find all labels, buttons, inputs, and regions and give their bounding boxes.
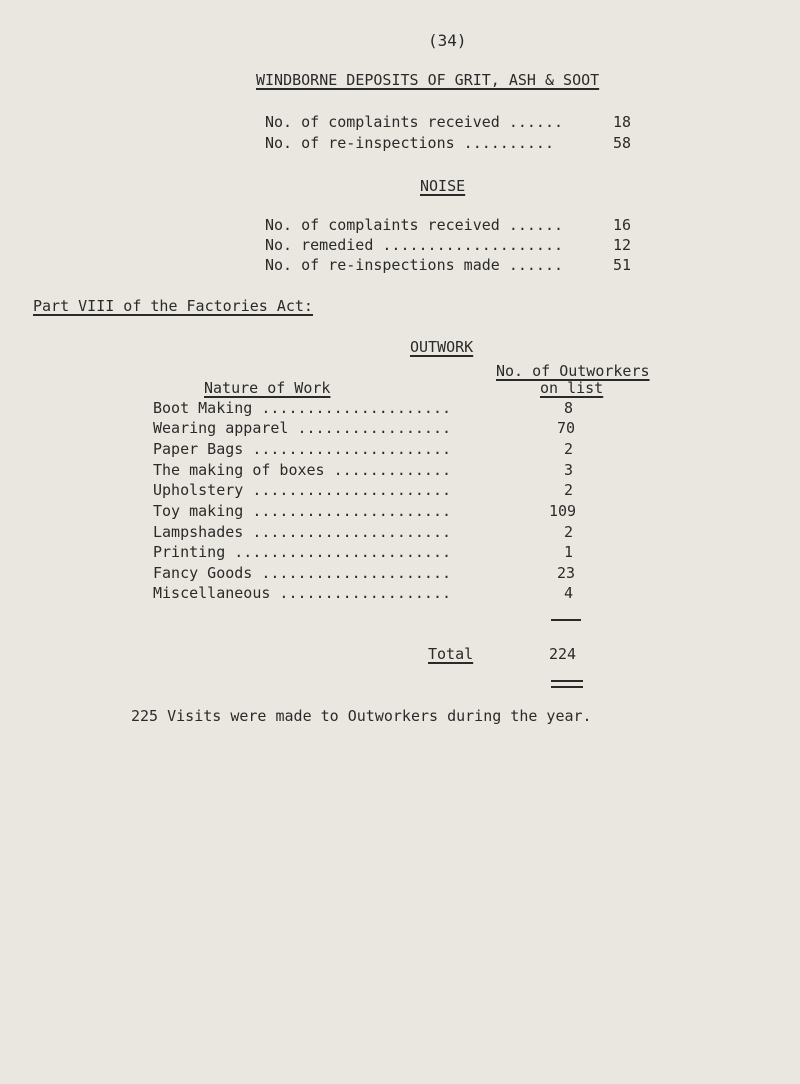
windborne-reinspections-label: No. of re-inspections ..........: [265, 134, 554, 152]
outwork-row-value: 23: [557, 564, 576, 582]
outwork-row-value: 2: [564, 523, 574, 541]
visits-note: 225 Visits were made to Outworkers during the year.: [131, 707, 592, 725]
noise-reinspections-value: 51: [613, 256, 632, 274]
outwork-row-value: 70: [557, 419, 576, 437]
total-label: Total: [428, 645, 474, 663]
noise-reinspections-label: No. of re-inspections made ......: [265, 256, 564, 274]
outwork-row-label: Paper Bags ......................: [153, 440, 452, 458]
noise-complaints-value: 16: [613, 216, 632, 234]
col-count-header-line1: No. of Outworkers: [496, 362, 650, 380]
outwork-row-label: The making of boxes .............: [153, 461, 452, 479]
noise-heading: NOISE: [420, 177, 466, 195]
factories-heading: Part VIII of the Factories Act:: [33, 297, 313, 315]
outwork-row-value: 4: [564, 584, 574, 602]
windborne-complaints-value: 18: [613, 113, 632, 131]
col-count-header-line2: on list: [540, 379, 604, 397]
col-nature-header: Nature of Work: [204, 379, 331, 397]
outwork-row-label: Wearing apparel .................: [153, 419, 452, 437]
total-double-rule-top: [551, 680, 583, 682]
outwork-row-label: Lampshades ......................: [153, 523, 452, 541]
noise-complaints-label: No. of complaints received ......: [265, 216, 564, 234]
outwork-row-value: 2: [564, 481, 574, 499]
windborne-reinspections-value: 58: [613, 134, 632, 152]
total-value: 224: [549, 645, 577, 663]
outwork-row-label: Upholstery ......................: [153, 481, 452, 499]
outwork-row-label: Fancy Goods .....................: [153, 564, 452, 582]
windborne-heading: WINDBORNE DEPOSITS OF GRIT, ASH & SOOT: [256, 71, 600, 89]
outwork-row-value: 2: [564, 440, 574, 458]
windborne-complaints-label: No. of complaints received ......: [265, 113, 564, 131]
outwork-row-label: Boot Making .....................: [153, 399, 452, 417]
outwork-row-value: 109: [549, 502, 577, 520]
page-number: (34): [428, 31, 467, 50]
outwork-row-value: 3: [564, 461, 574, 479]
total-double-rule-bottom: [551, 686, 583, 688]
outwork-row-label: Toy making ......................: [153, 502, 452, 520]
outwork-heading: OUTWORK: [410, 338, 474, 356]
outwork-row-value: 1: [564, 543, 574, 561]
outwork-row-label: Printing ........................: [153, 543, 452, 561]
outwork-row-label: Miscellaneous ...................: [153, 584, 452, 602]
subtotal-rule: [551, 619, 581, 621]
noise-remedied-value: 12: [613, 236, 632, 254]
noise-remedied-label: No. remedied ....................: [265, 236, 564, 254]
outwork-row-value: 8: [564, 399, 574, 417]
